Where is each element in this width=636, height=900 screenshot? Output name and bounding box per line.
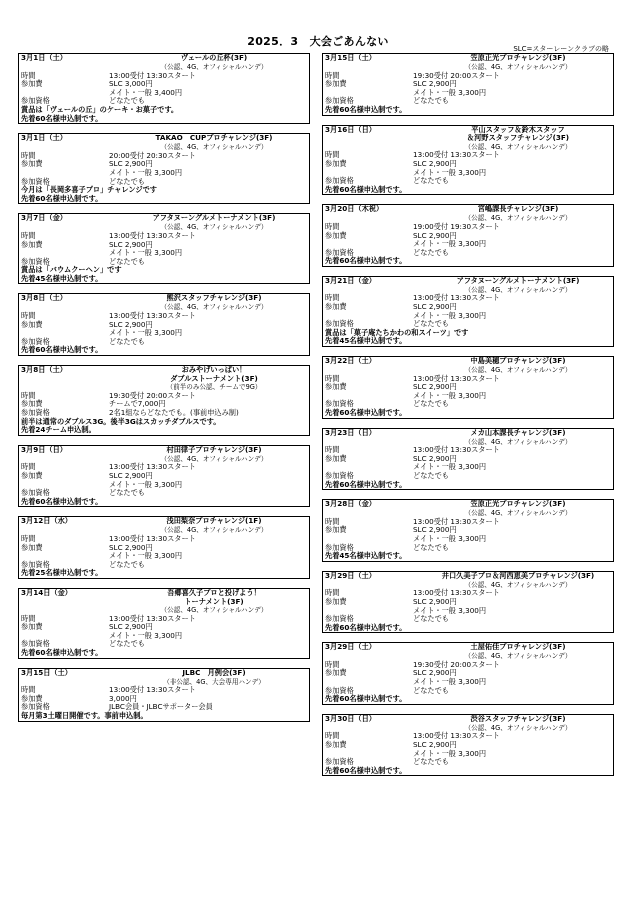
detail-value: メイト・一般 3,300円 [413,533,487,543]
detail-value: どなたでも [109,336,145,346]
event-detail-row [323,294,613,303]
event-name: ヴェールの丘杯(3F) [180,53,248,62]
event-name: メカ山本課長チャレンジ(3F) [470,427,566,437]
abbreviation-note: SLC=スターレーンクラブの略 [513,45,609,53]
detail-label: 時間 [325,150,340,160]
detail-value: メイト・一般 3,300円 [413,605,487,615]
detail-label: 参加資格 [21,176,50,186]
event-capacity: 先着60名様申込制です。 [325,765,407,775]
event-name: 笠原正光プロチャレンジ(3F) [470,499,566,509]
detail-value: SLC 2,900円 [109,239,153,249]
event-name: 井口久美子プロ＆河西恵美プロチャレンジ(3F) [441,570,595,580]
detail-value: どなたでも [109,176,145,186]
event-detail-row [323,750,613,759]
page-title: 2025．3 大会ごあんない [247,35,389,48]
event-conditions: （公認、4G、オフィシャルハンデ） [464,437,572,446]
event-name: 熊沢スタッフチャレンジ(3F) [166,293,262,303]
detail-value: 20:00受付 20:30スタート [109,150,196,160]
event-date: 3月21日（金） [325,275,376,285]
event-header [323,643,613,652]
detail-value: メイト・一般 3,300円 [109,479,183,489]
event-detail-row [19,552,309,561]
detail-label: 時間 [21,685,36,695]
event-header [19,517,309,526]
detail-value: メイト・一般 3,300円 [413,748,487,758]
event-detail-row [323,607,613,616]
event-conditions: （公認、4G、オフィシャルハンデ） [160,63,268,71]
event-detail-row [323,169,613,178]
event-card [322,204,614,267]
event-capacity: 先着45名様申込制です。 [325,336,407,346]
detail-value: どなたでも [413,614,449,624]
detail-label: 時間 [21,230,36,240]
event-conditions: （公認、4G、オフィシャルハンデ） [464,214,572,223]
detail-label: 時間 [21,70,36,80]
detail-label: 時間 [21,390,36,400]
event-note: 賞品は「ヴェールの丘」のケーキ・お菓子です。 [21,104,179,114]
detail-value: メイト・一般 3,300円 [413,310,487,320]
detail-value: SLC 2,900円 [109,622,153,632]
event-card [322,53,614,116]
detail-label: 参加資格 [21,639,50,649]
event-capacity: 先着60名様申込制です。 [325,408,407,417]
detail-value: JLBC会員・JLBCサポーター会員 [109,702,213,712]
event-name: アフタヌーングルメトーナメント(3F) [456,275,580,285]
detail-label: 参加資格 [21,488,50,498]
detail-label: 時間 [21,533,36,543]
detail-value: SLC 2,900円 [413,668,457,678]
detail-value: どなたでも [109,96,145,106]
detail-label: 参加資格 [325,757,354,767]
event-capacity: 先着45名様申込制です。 [325,551,407,561]
detail-value: 13:00受付 13:30スタート [109,311,196,321]
event-date: 3月29日（土） [325,642,376,652]
event-card [322,428,614,491]
event-date: 3月28日（金） [325,499,376,509]
detail-value: 19:30受付 20:00スタート [413,659,500,669]
detail-value: 13:00受付 13:30スタート [413,445,500,455]
event-detail-row [323,589,613,598]
detail-label: 時間 [325,659,340,669]
event-header [19,589,309,606]
detail-value: SLC 2,900円 [413,158,457,168]
event-header [323,277,613,286]
detail-label: 参加費 [325,79,347,89]
event-capacity: 先着25名様申込制です。 [21,568,103,578]
detail-value: SLC 2,900円 [413,79,457,89]
event-detail-row [323,151,613,160]
event-header [323,500,613,509]
event-card [18,293,310,356]
event-name: ＆河野スタッフチャレンジ(3F) [466,133,570,143]
event-card [322,714,614,777]
detail-value: 19:00受付 19:30スタート [413,221,500,231]
detail-value: SLC 2,900円 [413,525,457,535]
detail-value: SLC 2,900円 [109,159,153,169]
event-conditions: （公認、4G、オフィシャルハンデ） [160,223,268,232]
detail-value: メイト・一般 3,300円 [413,462,487,472]
event-detail-row [19,632,309,641]
event-header [19,446,309,455]
event-capacity: 先着45名様申込制です。 [21,273,103,283]
detail-label: 参加資格 [21,702,50,712]
left-column [18,53,310,731]
detail-label: 参加費 [325,382,347,392]
event-detail-row [19,89,309,98]
event-capacity: 先着60名様申込制です。 [325,479,407,489]
detail-label: 参加資格 [325,319,354,329]
event-capacity: 先着60名様申込制です。 [21,345,103,355]
detail-value: 13:00受付 13:30スタート [413,588,500,598]
event-date: 3月1日（土） [21,53,67,62]
event-conditions: （非公認、4G、大会専用ハンデ） [163,677,265,686]
detail-value: どなたでも [109,488,145,498]
detail-label: 時間 [21,462,36,472]
event-header [19,54,309,63]
detail-label: 参加資格 [325,176,354,186]
event-name: 村田律子プロチャレンジ(3F) [166,444,262,454]
detail-label: 参加費 [325,668,347,678]
detail-label: 参加費 [325,740,347,750]
detail-label: 時間 [325,70,340,80]
detail-value: 13:00受付 13:30スタート [109,685,196,695]
event-detail-row [323,392,613,401]
event-note: 賞品は「バウムクーヘン」です [21,265,122,275]
detail-label: 参加費 [325,453,347,463]
event-detail-row [19,169,309,178]
event-conditions: （公認、4G、オフィシャルハンデ） [464,509,572,518]
detail-label: 参加費 [21,79,43,89]
event-detail-row [323,732,613,741]
event-detail-row [323,240,613,249]
event-detail-row [19,481,309,490]
event-name: おみやげいっぱい！ [181,365,247,375]
event-detail-row [19,232,309,241]
detail-value: どなたでも [413,399,449,409]
event-header [323,715,613,724]
detail-value: どなたでも [109,559,145,569]
detail-value: 13:00受付 13:30スタート [109,462,196,472]
event-date: 3月20日（木祝） [325,204,384,214]
event-conditions: （公認、4G、オフィシャルハンデ） [160,606,268,615]
detail-value: SLC 2,900円 [413,230,457,240]
event-detail-row [19,329,309,338]
detail-value: 13:00受付 13:30スタート [109,70,196,80]
detail-value: どなたでも [413,470,449,480]
event-name: アフタヌーングルメトーナメント(3F) [152,213,276,223]
detail-label: 時間 [325,588,340,598]
detail-label: 時間 [21,150,36,160]
detail-value: どなたでも [413,685,449,695]
detail-value: 13:00受付 13:30スタート [109,533,196,543]
detail-value: 13:00受付 13:30スタート [413,293,500,303]
detail-value: メイト・一般 3,300円 [413,390,487,400]
event-date: 3月30日（日） [325,713,376,723]
detail-value: SLC 2,900円 [413,740,457,750]
detail-label: 参加資格 [325,470,354,480]
event-detail-row [323,223,613,232]
event-header [323,429,613,438]
event-card [18,516,310,579]
detail-label: 参加費 [325,302,347,312]
detail-label: 時間 [325,516,340,526]
event-card [18,133,310,204]
detail-value: どなたでも [413,542,449,552]
event-detail-row [323,535,613,544]
event-detail-row [19,615,309,624]
detail-value: どなたでも [413,176,449,186]
detail-label: 参加費 [21,319,43,329]
event-note: 前半は通常のダブルス3G。後半3Gはスカッチダブルスです。 [21,416,221,426]
right-column [322,53,614,785]
event-card [18,668,310,722]
event-date: 3月15日（土） [325,53,376,62]
event-name: ダブルストーナメント(3F) [170,373,258,383]
detail-value: 13:00受付 13:30スタート [413,731,500,741]
event-conditions: （公認、4G、オフィシャルハンデ） [464,652,572,661]
detail-value: 13:00受付 13:30スタート [109,230,196,240]
event-card [322,125,614,196]
event-capacity: 先着60名様申込制です。 [325,104,407,114]
event-name: 土屋佑佳プロチャレンジ(3F) [470,642,566,652]
event-header [323,205,613,214]
event-note: 今月は「長岡多喜子プロ」チャレンジです [21,185,157,195]
detail-value: どなたでも [413,247,449,257]
detail-value: メイト・一般 3,300円 [413,239,487,249]
event-detail-row [323,661,613,670]
event-detail-row [19,686,309,695]
detail-label: 参加資格 [325,685,354,695]
event-detail-row [19,152,309,161]
event-capacity: 先着60名様申込制です。 [21,193,103,203]
event-header [323,54,613,63]
detail-value: メイト・一般 3,300円 [413,677,487,687]
event-card [322,642,614,705]
event-date: 3月12日（水） [21,516,72,526]
detail-value: メイト・一般 3,400円 [109,87,183,97]
detail-value: SLC 2,900円 [413,382,457,392]
detail-label: 参加費 [21,693,43,703]
event-capacity: 先着60名様申込制です。 [21,496,103,506]
event-conditions: （公認、4G、オフィシャルハンデ） [464,142,572,151]
event-header [19,134,309,143]
detail-value: メイト・一般 3,300円 [109,248,183,258]
event-name: 宮嶋課長チャレンジ(3F) [477,204,559,214]
detail-value: 19:30受付 20:00スタート [413,70,500,80]
event-note: 賞品は「菓子庵たちかわの和スイーツ」です [325,327,469,337]
event-conditions: （公認、4G、オフィシャルハンデ） [160,303,268,312]
event-card [18,213,310,284]
detail-value: 2名1組ならどなたでも。(事前申込み制) [109,408,239,417]
event-conditions: （前半のみ公認、チームで9G） [166,383,262,392]
detail-label: 参加資格 [325,247,354,257]
event-name: 平山スタッフ＆鈴木スタッフ [471,124,565,134]
detail-label: 参加費 [325,596,347,606]
detail-label: 時間 [325,731,340,741]
detail-label: 時間 [325,373,340,383]
event-name: 浅田梨奈プロチャレンジ(1F) [166,516,262,526]
detail-value: 13:00受付 13:30スタート [109,613,196,623]
detail-label: 参加費 [21,399,43,409]
event-detail-row [19,312,309,321]
detail-value: 13:00受付 13:30スタート [413,150,500,160]
event-capacity: 先着60名様申込制です。 [325,256,407,266]
event-date: 3月15日（土） [21,667,72,677]
event-header [323,126,613,143]
detail-label: 参加資格 [21,408,50,417]
event-card [322,571,614,634]
event-detail-row [323,89,613,98]
event-date: 3月22日（土） [325,356,376,366]
detail-label: 時間 [21,613,36,623]
event-capacity: 先着24チーム申込制。 [21,425,96,435]
event-capacity: 毎月第3土曜日開催です。事前申込制。 [21,711,148,721]
event-name: 笠原正光プロチャレンジ(3F) [470,53,566,62]
event-date: 3月14日（金） [21,587,72,597]
detail-value: メイト・一般 3,300円 [109,167,183,177]
event-detail-row [19,463,309,472]
event-detail-row [323,678,613,687]
event-capacity: 先着60名様申込制です。 [325,622,407,632]
event-detail-row [323,312,613,321]
detail-value: 3,000円 [109,693,137,703]
detail-value: どなたでも [109,256,145,266]
event-detail-row [19,535,309,544]
detail-value: SLC 2,900円 [413,596,457,606]
detail-label: 参加資格 [325,96,354,106]
detail-label: 参加資格 [21,336,50,346]
detail-value: SLC 3,000円 [109,79,153,89]
detail-value: メイト・一般 3,300円 [413,167,487,177]
event-date: 3月8日（土） [21,365,67,375]
detail-label: 参加資格 [21,256,50,266]
detail-label: 参加費 [21,239,43,249]
event-date: 3月7日（金） [21,213,67,223]
detail-label: 参加資格 [21,559,50,569]
event-header [19,669,309,678]
event-name: JLBC 月例会(3F) [182,667,246,677]
event-conditions: （公認、4G、オフィシャルハンデ） [464,366,572,375]
event-conditions: （公認、4G、オフィシャルハンデ） [160,454,268,463]
event-detail-row [19,249,309,258]
detail-value: メイト・一般 3,300円 [109,551,183,561]
event-capacity: 先着60名様申込制です。 [325,184,407,194]
detail-value: どなたでも [413,319,449,329]
event-card [322,276,614,347]
detail-value: 19:30受付 20:00スタート [109,390,196,400]
event-name: TAKAO CUPプロチャレンジ(3F) [155,133,273,143]
event-detail-row [323,375,613,384]
detail-value: メイト・一般 3,300円 [413,87,487,97]
event-header [323,357,613,366]
event-card [18,445,310,508]
event-card [322,499,614,562]
detail-label: 時間 [325,445,340,455]
detail-label: 参加費 [21,622,43,632]
event-detail-row [323,463,613,472]
detail-value: 13:00受付 13:30スタート [413,516,500,526]
detail-value: メイト・一般 3,300円 [109,630,183,640]
detail-value: チームで7,000円 [109,399,166,409]
event-capacity: 先着60名様申込制です。 [21,113,103,123]
detail-value: SLC 2,900円 [109,542,153,552]
event-conditions: （公認、4G、オフィシャルハンデ） [464,580,572,589]
event-name: 中島美穂プロチャレンジ(3F) [470,356,566,366]
event-date: 3月16日（日） [325,124,376,134]
detail-value: SLC 2,900円 [109,319,153,329]
event-capacity: 先着60名様申込制です。 [21,648,103,658]
event-header [19,294,309,303]
detail-value: どなたでも [413,757,449,767]
detail-label: 参加費 [21,470,43,480]
event-date: 3月9日（日） [21,444,67,454]
detail-label: 時間 [325,293,340,303]
detail-value: どなたでも [109,639,145,649]
event-conditions: （公認、4G、オフィシャルハンデ） [464,285,572,294]
event-date: 3月29日（土） [325,570,376,580]
event-date: 3月8日（土） [21,293,67,303]
event-capacity: 先着60名様申込制です。 [325,694,407,704]
event-conditions: （公認、4G、オフィシャルハンデ） [464,723,572,732]
event-card [322,356,614,419]
detail-value: どなたでも [413,96,449,106]
detail-value: SLC 2,900円 [413,453,457,463]
detail-label: 参加資格 [325,399,354,409]
event-name: 吾郷喜久子プロと投げよう！ [167,587,261,597]
detail-value: SLC 2,900円 [109,470,153,480]
detail-label: 参加資格 [325,614,354,624]
event-conditions: （公認、4G、オフィシャルハンデ） [464,63,572,71]
event-card [18,365,310,436]
detail-label: 時間 [325,221,340,231]
detail-label: 参加資格 [325,542,354,552]
event-conditions: （公認、4G、オフィシャルハンデ） [160,143,268,152]
event-date: 3月1日（土） [21,133,67,143]
event-detail-row [323,446,613,455]
event-name: 渋谷スタッフチャレンジ(3F) [470,713,566,723]
event-conditions: （公認、4G、オフィシャルハンデ） [160,526,268,535]
event-date: 3月23日（日） [325,427,376,437]
detail-label: 時間 [21,311,36,321]
detail-value: メイト・一般 3,300円 [109,328,183,338]
event-name: トーナメント(3F) [184,596,244,606]
event-detail-row [19,72,309,81]
detail-label: 参加費 [325,525,347,535]
event-card [18,53,310,124]
detail-label: 参加費 [21,542,43,552]
detail-value: 13:00受付 13:30スタート [413,373,500,383]
detail-value: SLC 2,900円 [413,302,457,312]
event-detail-row [323,518,613,527]
event-header [19,214,309,223]
detail-label: 参加費 [325,158,347,168]
event-card [18,588,310,659]
event-detail-row [323,72,613,81]
event-header [19,366,309,383]
event-header [323,572,613,581]
detail-label: 参加費 [325,230,347,240]
detail-label: 参加費 [21,159,43,169]
detail-label: 参加資格 [21,96,50,106]
